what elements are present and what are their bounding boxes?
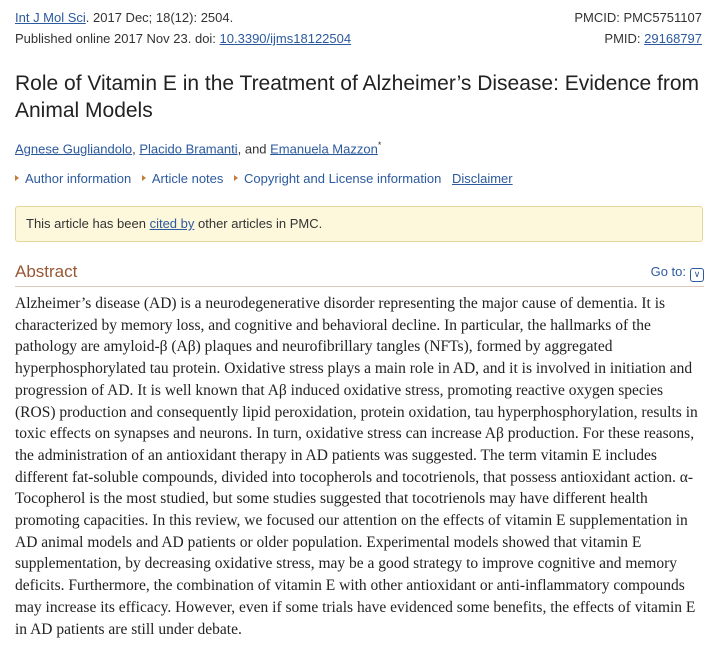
author-link[interactable]: Agnese Gugliandolo	[15, 141, 133, 157]
cited-suffix: other articles in PMC.	[194, 216, 323, 231]
cited-by-link[interactable]: cited by	[149, 216, 195, 231]
copyright-label: Copyright and License information	[244, 171, 442, 186]
author-information-toggle[interactable]	[15, 171, 131, 186]
citation-row	[15, 10, 702, 26]
abstract-header	[15, 262, 704, 287]
author-link[interactable]: Placido Bramanti	[139, 141, 238, 157]
article-notes-bar	[15, 171, 513, 187]
journal-link[interactable]: Int J Mol Sci	[15, 10, 86, 25]
author-information-label: Author information	[25, 171, 132, 186]
author-link[interactable]: Emanuela Mazzon	[270, 141, 378, 157]
article-notes-label: Article notes	[151, 171, 224, 186]
abstract-text: Alzheimer’s disease (AD) is a neurodegenerative disorder representing the major cause of dementia. It is characterized by memory loss, and cognitive and behavioral decline. In particular, the hallmarks of the pathology are amyloid-β (Aβ) plaques and neurofibrillary tangles (NFTs), formed by aggregated hyperphosphorylated tau protein. Oxidative stress plays a main role in AD, and it is involved in initiation and progression of AD. It is well known that Aβ induced oxidative stress, promoting reactive oxygen species (ROS) production and consequently lipid peroxidation, protein oxidation, tau hyperphosphorylation, results in toxic effects on synapses and neurons. In turn, oxidative stress can increase Aβ production. For these reasons, the administration of an antioxidant therapy in AD patients was suggested. The term vitamin E includes different fat-soluble compounds, divided into tocopherols and tocotrienols, that possess antioxidant action. α-Tocopherol is the most studied, but some studies suggested that tocotrienols may have different health promoting capacities. In this review, we focused our attention on the effects of vitamin E supplementation in AD animal models and AD patients or older population. Experimental models showed that vitamin E supplementation, by decreasing oxidative stress, may be a good strategy to improve cognitive and memory deficits. Furthermore, the combination of vitamin E with other antioxidant or anti-inflammatory compounds may increase its efficacy. However, even if some trials have evidenced some benefits, the effects of vitamin E in AD patients are still under debate.	[15, 295, 698, 638]
author-separator: ,	[132, 141, 140, 157]
copyright-toggle[interactable]	[234, 171, 441, 186]
pmcid-label: PMCID: PMC5751107	[574, 10, 702, 25]
citation-details: . 2017 Dec; 18(12): 2504.	[85, 10, 234, 25]
pmid-label: PMID:	[604, 31, 645, 46]
triangle-right-icon	[234, 175, 238, 181]
cited-prefix: This article has been	[26, 216, 150, 231]
abstract-heading: Abstract	[15, 262, 78, 281]
article-notes-toggle[interactable]	[142, 171, 224, 186]
published-text: Published online 2017 Nov 23. doi:	[15, 31, 220, 46]
author-list	[15, 137, 381, 157]
doi-link[interactable]: 10.3390/ijms18122504	[219, 31, 352, 46]
triangle-right-icon	[15, 175, 19, 181]
chevron-down-icon: ∨	[690, 268, 704, 282]
disclaimer-link[interactable]: Disclaimer	[451, 171, 513, 186]
author-separator: , and	[237, 141, 271, 157]
corresponding-mark: *	[377, 140, 382, 150]
triangle-right-icon	[142, 175, 146, 181]
pmid-link[interactable]: 29168797	[644, 31, 702, 46]
publication-row	[15, 31, 702, 47]
article-title: Role of Vitamin E in the Treatment of Alzheimer’s Disease: Evidence from Animal Models	[15, 72, 699, 122]
pmid-group	[604, 31, 702, 47]
cited-by-notice	[15, 206, 703, 242]
goto-label: Go to:	[650, 264, 686, 279]
goto-menu[interactable]	[651, 264, 704, 282]
